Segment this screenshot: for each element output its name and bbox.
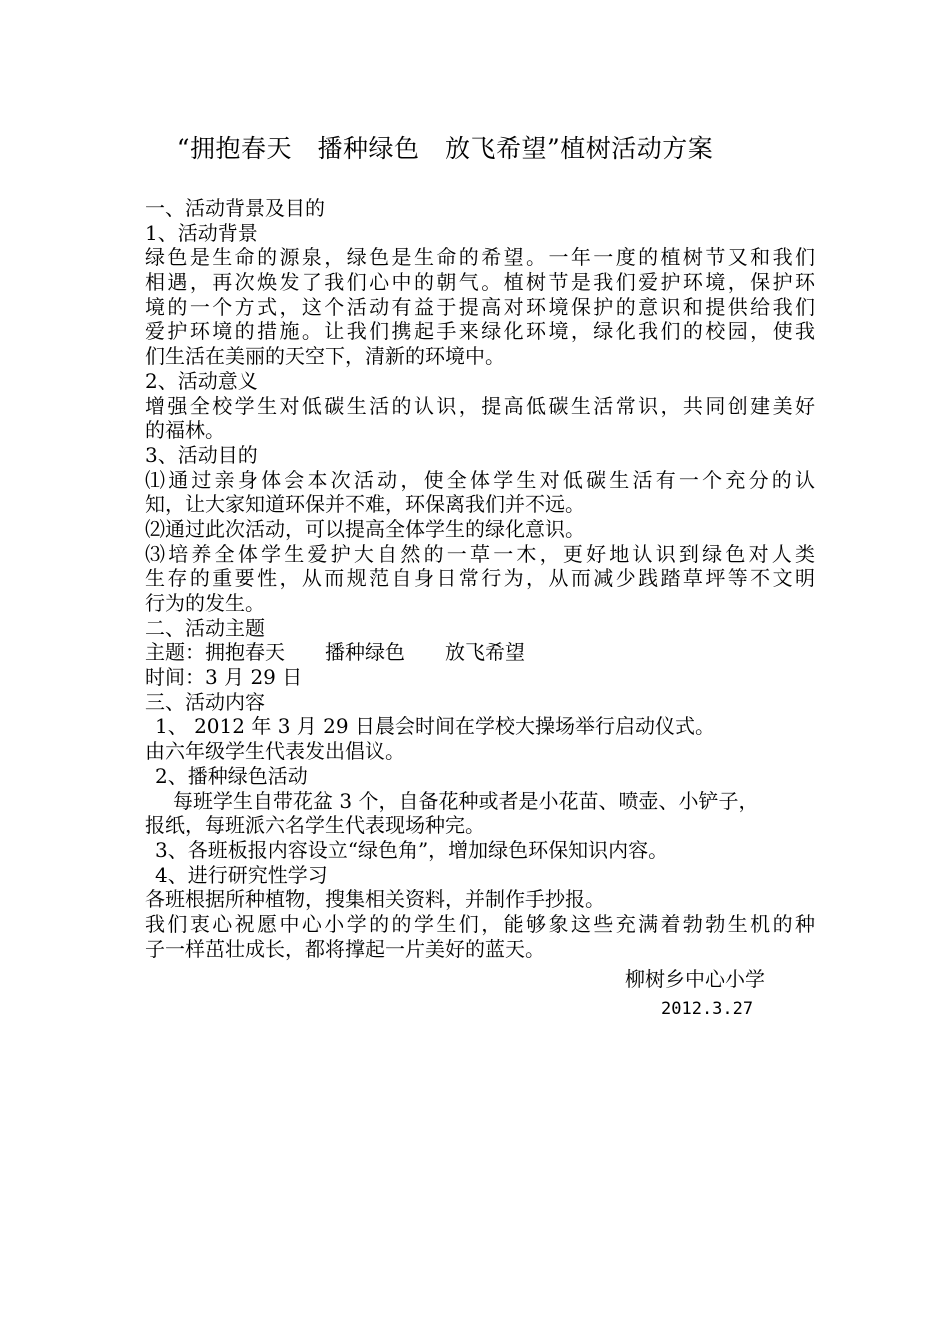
subheading-significance: 2、活动意义 (145, 368, 258, 393)
content-item-line: 4、进行研究性学习 (155, 862, 328, 887)
content-item-line: 由六年级学生代表发出倡议。 (145, 739, 405, 764)
list-item-line: ⑵通过此次活动，可以提高全体学生的绿化意识。 (145, 516, 585, 541)
content-item-line: 报纸，每班派六名学生代表现场种完。 (145, 813, 485, 838)
list-item-line: 知，让大家知道环保并不难，环保离我们并不远。 (145, 492, 585, 517)
list-item-line: 行为的发生。 (145, 591, 265, 615)
document-body (145, 196, 815, 1023)
paragraph-line: 境的一个方式，这个活动有益于提高对环境保护的意识和提供给我们 (145, 294, 815, 319)
paragraph-line: 的福林。 (145, 418, 225, 443)
paragraph-line: 相遇，再次焕发了我们心中的朝气。植树节是我们爱护环境，保护环 (145, 270, 815, 295)
time-line: 时间：3 月 29 日 (145, 665, 303, 690)
paragraph-line: 爱护环境的措施。让我们携起手来绿化环境，绿化我们的校园，使我 (145, 319, 815, 344)
signature-date: 2012.3.27 (661, 999, 754, 1020)
list-item-line: 生存的重要性，从而规范自身日常行为，从而减少践踏草坪等不文明 (145, 566, 815, 591)
content-item-line: 2、播种绿色活动 (155, 763, 308, 788)
list-item-line: ⑴通过亲身体会本次活动，使全体学生对低碳生活有一个充分的认 (145, 467, 815, 492)
theme-line: 主题：拥抱春天 播种绿色 放飞希望 (145, 640, 525, 665)
content-item-line: 1、 2012 年 3 月 29 日晨会时间在学校大操场举行启动仪式。 (155, 714, 715, 739)
subheading-background: 1、活动背景 (145, 220, 258, 245)
section-heading-theme: 二、活动主题 (145, 615, 265, 640)
document-title: “拥抱春天 播种绿色 放飞希望”植树活动方案 (176, 134, 714, 163)
paragraph-line: 们生活在美丽的天空下，清新的环境中。 (145, 344, 505, 369)
content-item-line: 各班根据所种植物，搜集相关资料，并制作手抄报。 (145, 887, 605, 912)
content-item-line: 3、各班板报内容设立“绿色角”，增加绿色环保知识内容。 (155, 837, 669, 862)
paragraph-line: 绿色是生命的源泉，绿色是生命的希望。一年一度的植树节又和我们 (145, 245, 815, 270)
list-item-line: ⑶培养全体学生爱护大自然的一草一木，更好地认识到绿色对人类 (145, 541, 815, 566)
content-item-line: 每班学生自带花盆 3 个，自备花种或者是小花苗、喷壶、小铲子， (173, 788, 759, 813)
closing-line: 我们衷心祝愿中心小学的的学生们，能够象这些充满着勃勃生机的种 (145, 911, 815, 936)
signature-school: 柳树乡中心小学 (625, 967, 765, 992)
section-heading-content: 三、活动内容 (145, 689, 265, 714)
section-heading-background: 一、活动背景及目的 (145, 196, 325, 220)
paragraph-line: 增强全校学生对低碳生活的认识，提高低碳生活常识，共同创建美好 (145, 393, 815, 418)
closing-line: 子一样茁壮成长，都将撑起一片美好的蓝天。 (145, 936, 545, 961)
subheading-purpose: 3、活动目的 (145, 442, 258, 467)
